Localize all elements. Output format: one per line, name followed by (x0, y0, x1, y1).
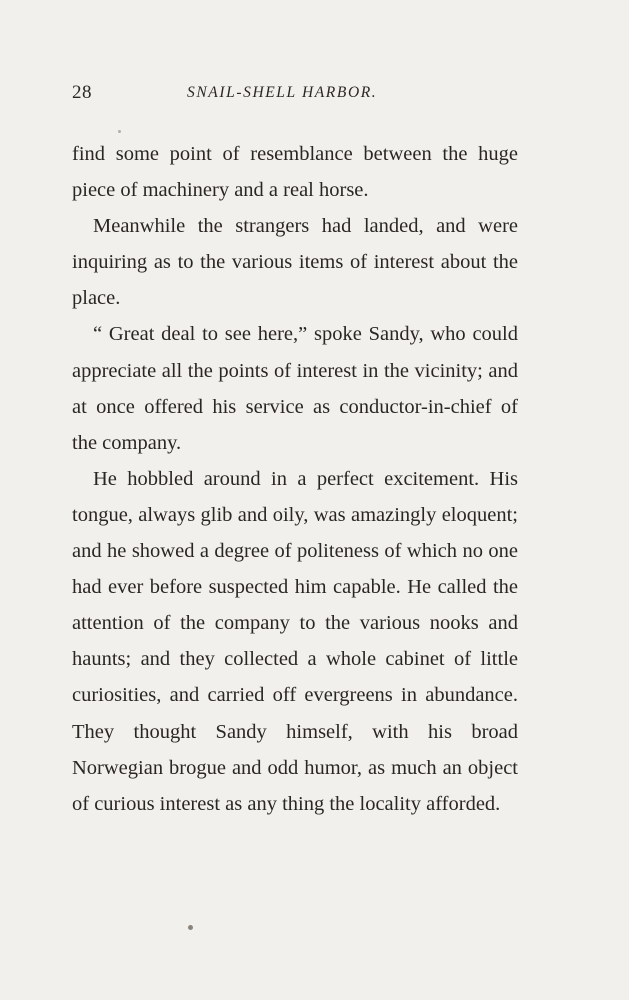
paragraph-3: “ Great deal to see here,” spoke Sandy, who could appreciate all the points of interest in the vicinity; and at once offered his service as conductor-in-chief of the company. (72, 323, 518, 454)
page-header (72, 82, 518, 108)
body-text (72, 136, 518, 822)
paper-speck (188, 925, 193, 930)
paragraph-1: find some point of resemblance between the huge piece of machinery and a real horse. (72, 143, 518, 202)
paragraph-4: He hobbled around in a perfect excitement. His tongue, always glib and oily, was amazingly eloquent; and he showed a degree of politeness of which no one had ever before suspected him capable. He called the attention of the company to the various nooks and haunts; and they collected a whole cabinet of little curiosities, and carried off evergreens in abundance. They thought Sandy himself, with his broad Norwegian brogue and odd humor, as much an object of curious interest as any thing the locality afforded. (72, 467, 518, 815)
paper-speck (118, 130, 121, 133)
page-number: 28 (72, 82, 92, 103)
running-title: SNAIL-SHELL HARBOR. (187, 84, 378, 101)
paragraph-2: Meanwhile the strangers had landed, and were inquiring as to the various items of interest about the place. (72, 215, 518, 310)
